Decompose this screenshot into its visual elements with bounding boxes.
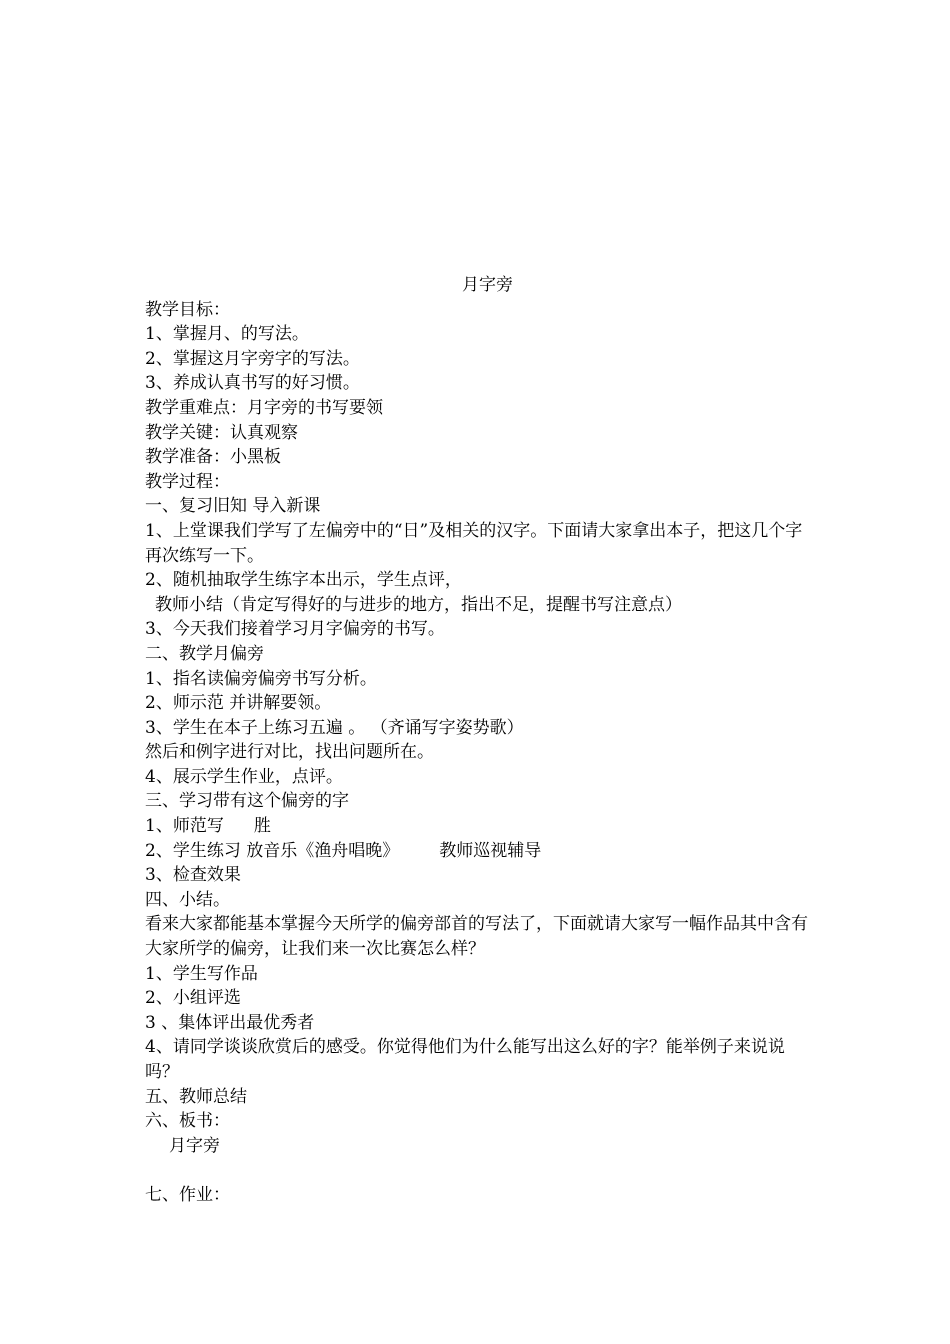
section-item: 4、请同学谈谈欣赏后的感受。你觉得他们为什么能写出这么好的字？能举例子来说说吗？ (145, 1037, 785, 1082)
section-heading: 六、板书： (145, 1111, 230, 1132)
section-heading: 一、复习旧知 导入新课 (145, 496, 321, 517)
section-item: 3 、集体评出最优秀者 (145, 1012, 315, 1033)
section-item: 然后和例字进行对比，找出问题所在。 (145, 742, 434, 763)
section-item: 4、展示学生作业，点评。 (145, 766, 343, 787)
item-suffix: 教师巡视辅导 (439, 840, 542, 861)
section-item: 1、学生写作品 (145, 963, 258, 984)
blank-line (145, 1158, 810, 1183)
key-point: 教学关键：认真观察 (145, 422, 298, 443)
objective-item: 3、养成认真书写的好习惯。 (145, 373, 360, 394)
section-heading: 四、小结。 (145, 889, 230, 910)
section-item: 1、上堂课我们学写了左偏旁中的“日”及相关的汉字。下面请大家拿出本子，把这几个字再次练写一下。 (145, 520, 803, 566)
item-prefix: 1、师范写 (145, 816, 224, 837)
board-text: 月字旁 (169, 1135, 220, 1156)
section-item: 2、小组评选 (145, 988, 241, 1009)
section-item: 2、师示范 并讲解要领。 (145, 693, 332, 714)
process-heading: 教学过程： (145, 471, 230, 492)
preparation: 教学准备：小黑板 (145, 447, 281, 468)
section-item (145, 839, 810, 864)
section-heading: 二、教学月偏旁 (145, 643, 264, 664)
objective-item: 2、掌握这月字旁字的写法。 (145, 348, 360, 369)
example-character: 胜 (253, 816, 271, 837)
section-item: 3、今天我们接着学习月字偏旁的书写。 (145, 619, 445, 640)
section-item: 2、随机抽取学生练字本出示，学生点评， (145, 570, 462, 591)
section-paragraph: 看来大家都能基本掌握今天所学的偏旁部首的写法了，下面就请大家写一幅作品其中含有大家所学的偏旁，让我们来一次比赛怎么样？ (145, 914, 808, 960)
key-difficulty: 教学重难点：月字旁的书写要领 (145, 397, 383, 418)
objectives-heading: 教学目标： (145, 299, 230, 320)
objective-item: 1、掌握月、的写法。 (145, 324, 309, 345)
section-heading: 七、作业： (145, 1184, 230, 1205)
section-heading: 三、学习带有这个偏旁的字 (145, 791, 349, 812)
lesson-plan-body (145, 273, 810, 1208)
section-item: 1、指名读偏旁偏旁书写分析。 (145, 668, 377, 689)
section-item (145, 814, 810, 839)
item-prefix: 2、学生练习 放音乐《渔舟唱晚》 (145, 840, 400, 861)
section-item: 3、学生在本子上练习五遍 。 （齐诵写字姿势歌） (145, 717, 524, 738)
section-heading: 五、教师总结 (145, 1086, 247, 1107)
section-item: 3、检查效果 (145, 865, 241, 886)
document-title: 月字旁 (462, 275, 513, 295)
section-item: 教师小结（肯定写得好的与进步的地方，指出不足，提醒书写注意点） (155, 594, 682, 615)
